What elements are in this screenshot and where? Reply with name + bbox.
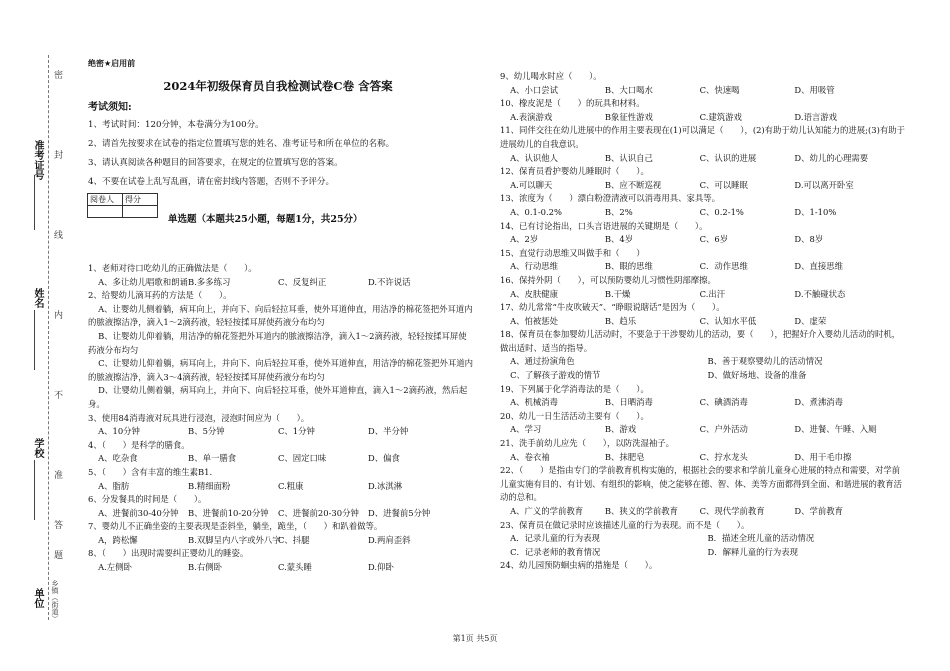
answer-option: A、2岁 — [510, 234, 539, 245]
answer-option: B、眼的思维 — [604, 261, 653, 272]
answer-option: B、让婴幼儿仰着躺，用洁净的棉花签把外耳道内的脓液擦洁净，滴入1～2滴药液，轻轻按揉耳屏使药液分布均匀 — [88, 330, 467, 355]
answer-option: C、6岁 — [699, 234, 729, 245]
answer-option: B.双脚呈内八字或外八字 — [188, 534, 281, 545]
answer-option: B、4岁 — [604, 234, 634, 245]
answer-option: C、快速喝 — [699, 84, 740, 95]
answer-option: D.不触碰状态 — [794, 288, 846, 299]
answer-option: B.多多练习 — [188, 276, 231, 287]
question-stem: 2、给婴幼儿滴耳药的方法是（ ）。 — [88, 290, 232, 301]
score-cell[interactable] — [123, 206, 158, 218]
answer-option: A、小口尝试 — [510, 84, 559, 95]
answer-option: A、10分钟 — [98, 426, 140, 437]
option-row — [500, 152, 905, 166]
answer-option: C、固定口味 — [278, 453, 327, 464]
option-row — [500, 396, 905, 410]
option-row — [500, 111, 905, 125]
answer-option: B．描述全班儿童的活动情况 — [707, 533, 815, 544]
question-stem: 23、保育员在做记录时应该描述儿童的行为表现。而不是（ ）。 — [500, 519, 750, 530]
question-stem: 13、浓度为（ ）漂白粉澄清液可以消毒用具、家具等。 — [500, 193, 721, 204]
question-stem: 8、（ ）出现时需要纠正婴幼儿的睡姿。 — [88, 548, 249, 559]
answer-option: B.精细面粉 — [188, 480, 231, 491]
notice-heading: 考试须知: — [88, 102, 132, 113]
seal-mark-4: 内 — [52, 310, 62, 319]
option-row — [500, 423, 905, 437]
section-heading: 单选题（本题共25小题，每题1分，共25分） — [168, 214, 363, 225]
school-blank — [34, 460, 35, 520]
answer-option: D、用吸管 — [794, 84, 835, 95]
name-label: 姓名 — [32, 288, 43, 308]
option-row — [500, 369, 905, 383]
unit-label: 单位 — [32, 588, 43, 608]
question-stem: 12、保育员看护婴幼儿睡眠时（ ）。 — [500, 166, 649, 177]
answer-option: D、直接思维 — [794, 261, 844, 272]
option-row — [500, 288, 905, 302]
question-stem: 3、使用84消毒液对玩具进行浸泡，浸泡时间应为（ ）。 — [88, 412, 310, 423]
answer-option: C、反复纠正 — [278, 276, 327, 287]
answer-option: C.粗康 — [278, 480, 304, 491]
answer-option: C．记录老师的教育情况 — [510, 546, 601, 557]
question-stem: 20、幼儿一日生活活动主要有（ ）。 — [500, 410, 649, 421]
answer-option: C.建筑游戏 — [699, 111, 742, 122]
question-stem: 1、老师对待口吃幼儿的正确做法是（ ）。 — [88, 263, 257, 273]
option-row — [88, 425, 473, 439]
answer-option: B、5分钟 — [188, 426, 225, 437]
answer-option: D、学前教育 — [794, 506, 844, 516]
question-stem: 6、分发餐具的时间是（ ）。 — [88, 494, 207, 505]
answer-option: C、让婴幼儿仰着躺，病耳向上，并向下、向后轻拉耳垂，使外耳道伸直，用洁净的棉花签把外耳道内的脓液擦洁净，滴入3～4滴药液，轻轻按揉耳屏使药液分布均匀 — [88, 358, 473, 382]
answer-option: B、进餐前10-20分钟 — [188, 507, 269, 518]
answer-option: B、单一膳食 — [188, 453, 237, 464]
answer-option: A、行动思维 — [510, 261, 559, 272]
answer-option: D、做好场地、设备的准备 — [707, 370, 807, 381]
answer-option: A．记录儿童的行为表现 — [510, 533, 600, 544]
option-row — [500, 532, 905, 546]
grader-header: 阅卷人 — [88, 194, 123, 206]
page-number: 第1页 共5页 — [452, 634, 498, 643]
seal-mark-7: 答 — [52, 520, 62, 529]
question-stem: 9、幼儿喝水时应（ ）。 — [500, 71, 602, 81]
exam-number-label: 准考证号 — [32, 140, 43, 180]
answer-option: C、拧水龙头 — [699, 451, 748, 462]
option-row — [88, 561, 473, 575]
answer-option: B、日晒消毒 — [604, 397, 653, 408]
answer-option: B、趋乐 — [604, 315, 637, 326]
option-row — [500, 315, 905, 329]
answer-option: A、认识他人 — [510, 152, 559, 163]
option-row — [88, 276, 473, 290]
answer-option: A、脂肪 — [98, 480, 130, 491]
question-stem: 16、保持外阴（ ），可以预防婴幼儿习惯性阴部摩擦。 — [500, 274, 716, 285]
answer-option: C、现代学前教育 — [699, 506, 765, 516]
answer-option: D.两肩歪斜 — [367, 534, 411, 545]
answer-option: B、应不断巡视 — [604, 179, 662, 190]
notice-item: 2、请首先按要求在试卷的指定位置填写您的姓名、准考证号和所在单位的名称。 — [88, 139, 395, 149]
school-label: 学校 — [32, 438, 43, 458]
left-question-column — [88, 262, 473, 575]
option-row — [500, 451, 905, 465]
answer-option: C、认识的进展 — [699, 152, 757, 163]
answer-option: D、进餐前5分钟 — [367, 507, 431, 518]
answer-option: A、学习 — [510, 424, 542, 435]
seal-mark-5: 不 — [52, 390, 62, 399]
option-row — [500, 505, 905, 519]
answer-option: B、善于观察婴幼儿的活动情况 — [707, 356, 823, 367]
answer-option: B、抹肥皂 — [604, 451, 645, 462]
answer-option: A，跨松懈 — [98, 534, 138, 545]
question-stem: 18、保育员在参加婴幼儿活动时，不要急于干涉婴幼儿的活动，要（ ），把握好介入婴幼儿活动的时机，做出适时、适当的指导。 — [500, 329, 901, 353]
answer-option: D、虚荣 — [794, 315, 827, 326]
question-stem: 14、已有讨论指出，口头言语进展的关键期是（ ）。 — [500, 220, 708, 231]
question-stem: 24、幼儿园预防蛔虫病的措施是（ ）。 — [500, 560, 658, 571]
answer-option: A、吃杂食 — [98, 453, 138, 464]
option-row — [500, 84, 905, 98]
answer-option: A.左侧卧 — [98, 562, 132, 573]
answer-option: B、游戏 — [604, 424, 637, 435]
seal-mark-2: 封 — [52, 150, 62, 159]
option-row — [88, 452, 473, 466]
option-row — [500, 206, 905, 220]
exam-number-blank — [34, 175, 35, 230]
page-title: 2024年初级保育员自我检测试卷C卷 含答案 — [163, 79, 393, 93]
question-stem: 15、直觉行动思维又叫做手和（ ） — [500, 247, 645, 258]
answer-option: B、狭义的学前教育 — [604, 506, 679, 516]
option-row — [500, 355, 905, 369]
answer-option: D、半分钟 — [367, 426, 409, 437]
answer-option: C、碘酒消毒 — [699, 397, 748, 408]
answer-option: C、了解孩子游戏的情节 — [510, 370, 601, 381]
answer-option: D、8岁 — [794, 234, 824, 245]
name-blank — [34, 310, 35, 370]
question-stem: 10、橡皮泥是（ ）的玩具和材料。 — [500, 98, 645, 109]
answer-option: A、通过扮演角色 — [510, 356, 575, 367]
answer-option: D、煮沸消毒 — [794, 397, 844, 408]
answer-option: A、0.1-0.2% — [510, 206, 562, 217]
answer-option: A、怕被惩处 — [510, 315, 559, 326]
option-row — [500, 546, 905, 560]
answer-option: A、机械消毒 — [510, 397, 559, 408]
right-question-column — [500, 70, 905, 573]
question-stem: 4、（ ）是科学的膳食。 — [88, 439, 190, 450]
answer-option: D、幼儿的心理需要 — [794, 152, 869, 163]
option-row — [88, 534, 473, 548]
answer-option: B、大口喝水 — [604, 84, 653, 95]
answer-option: C.出汗 — [699, 288, 726, 299]
seal-mark-1: 密 — [52, 70, 62, 79]
answer-option: C、户外活动 — [699, 424, 748, 435]
answer-option: D.不许说话 — [367, 276, 411, 287]
notice-item: 1、考试时间：120分钟，本卷满分为100分。 — [88, 120, 264, 130]
question-stem: 19、下列属于化学消毒法的是（ ）。 — [500, 383, 649, 394]
seal-mark-8: 题 — [52, 550, 62, 559]
answer-option: B、2% — [604, 206, 633, 217]
question-stem: 11、同伴交往在幼儿进展中的作用主要表现在(1)可以满足（ ），(2)有助于幼儿认知能力的进展;(3)有助于进展幼儿的自我意识。 — [500, 125, 905, 149]
answer-option: A.可以聊天 — [510, 179, 553, 190]
answer-option: A、让婴幼儿侧着躺，病耳向上，并向下、向后轻拉耳垂，使外耳道伸直，用洁净的棉花签把外耳道内的脓液擦洁净，滴入1～2滴药液，轻轻按揉耳屏使药液分布均匀 — [88, 303, 473, 328]
answer-option: A、进餐前30-40分钟 — [98, 507, 179, 518]
answer-option: B象征性游戏 — [604, 111, 653, 122]
answer-option: D.可以离开卧室 — [794, 179, 854, 190]
answer-option: C、0.2-1% — [699, 206, 744, 217]
seal-mark-6: 准 — [52, 470, 62, 479]
answer-option: D、让婴幼儿侧着躺，病耳向上，并向下、向后轻拉耳垂，使外耳道伸直，滴入1～2滴药液，然后起身。 — [88, 385, 468, 409]
question-stem: 22、（ ）是指由专门的学前教育机构实施的，根据社会的要求和学前儿童身心进展的特点和需要，对学前儿童实施有目的、有计划、有组织的影响，使之能够在德、智、体、美等方面都得到全面、和谐进展的教育活动的总和。 — [500, 465, 902, 503]
score-table — [87, 193, 158, 218]
answer-option: A、卷衣袖 — [510, 451, 550, 462]
answer-option: D.仰卧 — [367, 562, 394, 573]
answer-option: D、用干毛巾擦 — [794, 451, 852, 462]
answer-option: B.右侧卧 — [188, 562, 222, 573]
question-stem: 17、幼儿常常“牛皮吹破天”、“睁眼说瞎话”是因为（ ）。 — [500, 302, 725, 313]
option-row — [88, 480, 473, 494]
option-row — [500, 260, 905, 274]
answer-option: C、进餐前20-30分钟 — [278, 507, 359, 518]
score-header: 得分 — [123, 194, 158, 206]
notice-item: 3、请认真阅读各种题目的回答要求，在规定的位置填写您的答案。 — [88, 158, 343, 168]
answer-option: D、偏食 — [367, 453, 400, 464]
question-stem: 21、洗手前幼儿应先（ ），以防洗湿袖子。 — [500, 438, 674, 449]
answer-option: D、进餐、午睡、入厕 — [794, 424, 877, 435]
seal-mark-3: 线 — [52, 230, 62, 239]
question-stem: 5、（ ）含有丰富的维生素B1. — [88, 466, 213, 477]
answer-option: D．解释儿童的行为表现 — [707, 546, 798, 557]
answer-option: A、广义的学前教育 — [510, 506, 584, 516]
grader-cell[interactable] — [88, 206, 123, 218]
notice-item: 4、不要在试卷上乱写乱画，请在密封线内答题，否则不予评分。 — [88, 177, 335, 187]
answer-option: C．动作思维 — [699, 261, 748, 272]
answer-option: C.蒙头睡 — [278, 562, 312, 573]
question-stem: 7、婴幼儿不正确坐姿的主要表现是歪斜坐，躺坐，跪坐，（ ）和趴着做等。 — [88, 521, 383, 532]
answer-option: B、认识自己 — [604, 152, 653, 163]
option-row — [500, 179, 905, 193]
option-row — [500, 233, 905, 247]
answer-option: D.冰淇淋 — [367, 480, 403, 491]
answer-option: D、1-10% — [794, 206, 837, 217]
secret-mark: 绝密★启用前 — [88, 59, 136, 68]
answer-option: A.表演游戏 — [510, 111, 553, 122]
answer-option: D.语言游戏 — [794, 111, 837, 122]
answer-option: B.干燥 — [604, 288, 631, 299]
option-row — [88, 507, 473, 521]
answer-option: A、皮肤健康 — [510, 288, 559, 299]
answer-option: C、1分钟 — [278, 426, 315, 437]
answer-option: A、多让幼儿唱歌和朗诵 — [98, 276, 188, 287]
answer-option: C、认知水平低 — [699, 315, 757, 326]
seal-line — [48, 55, 49, 620]
answer-option: C、抖腿 — [278, 534, 310, 545]
binding-margin — [0, 0, 70, 671]
answer-option: C、可以睡眠 — [699, 179, 748, 190]
district-label: 乡镇（街道） — [51, 580, 59, 622]
